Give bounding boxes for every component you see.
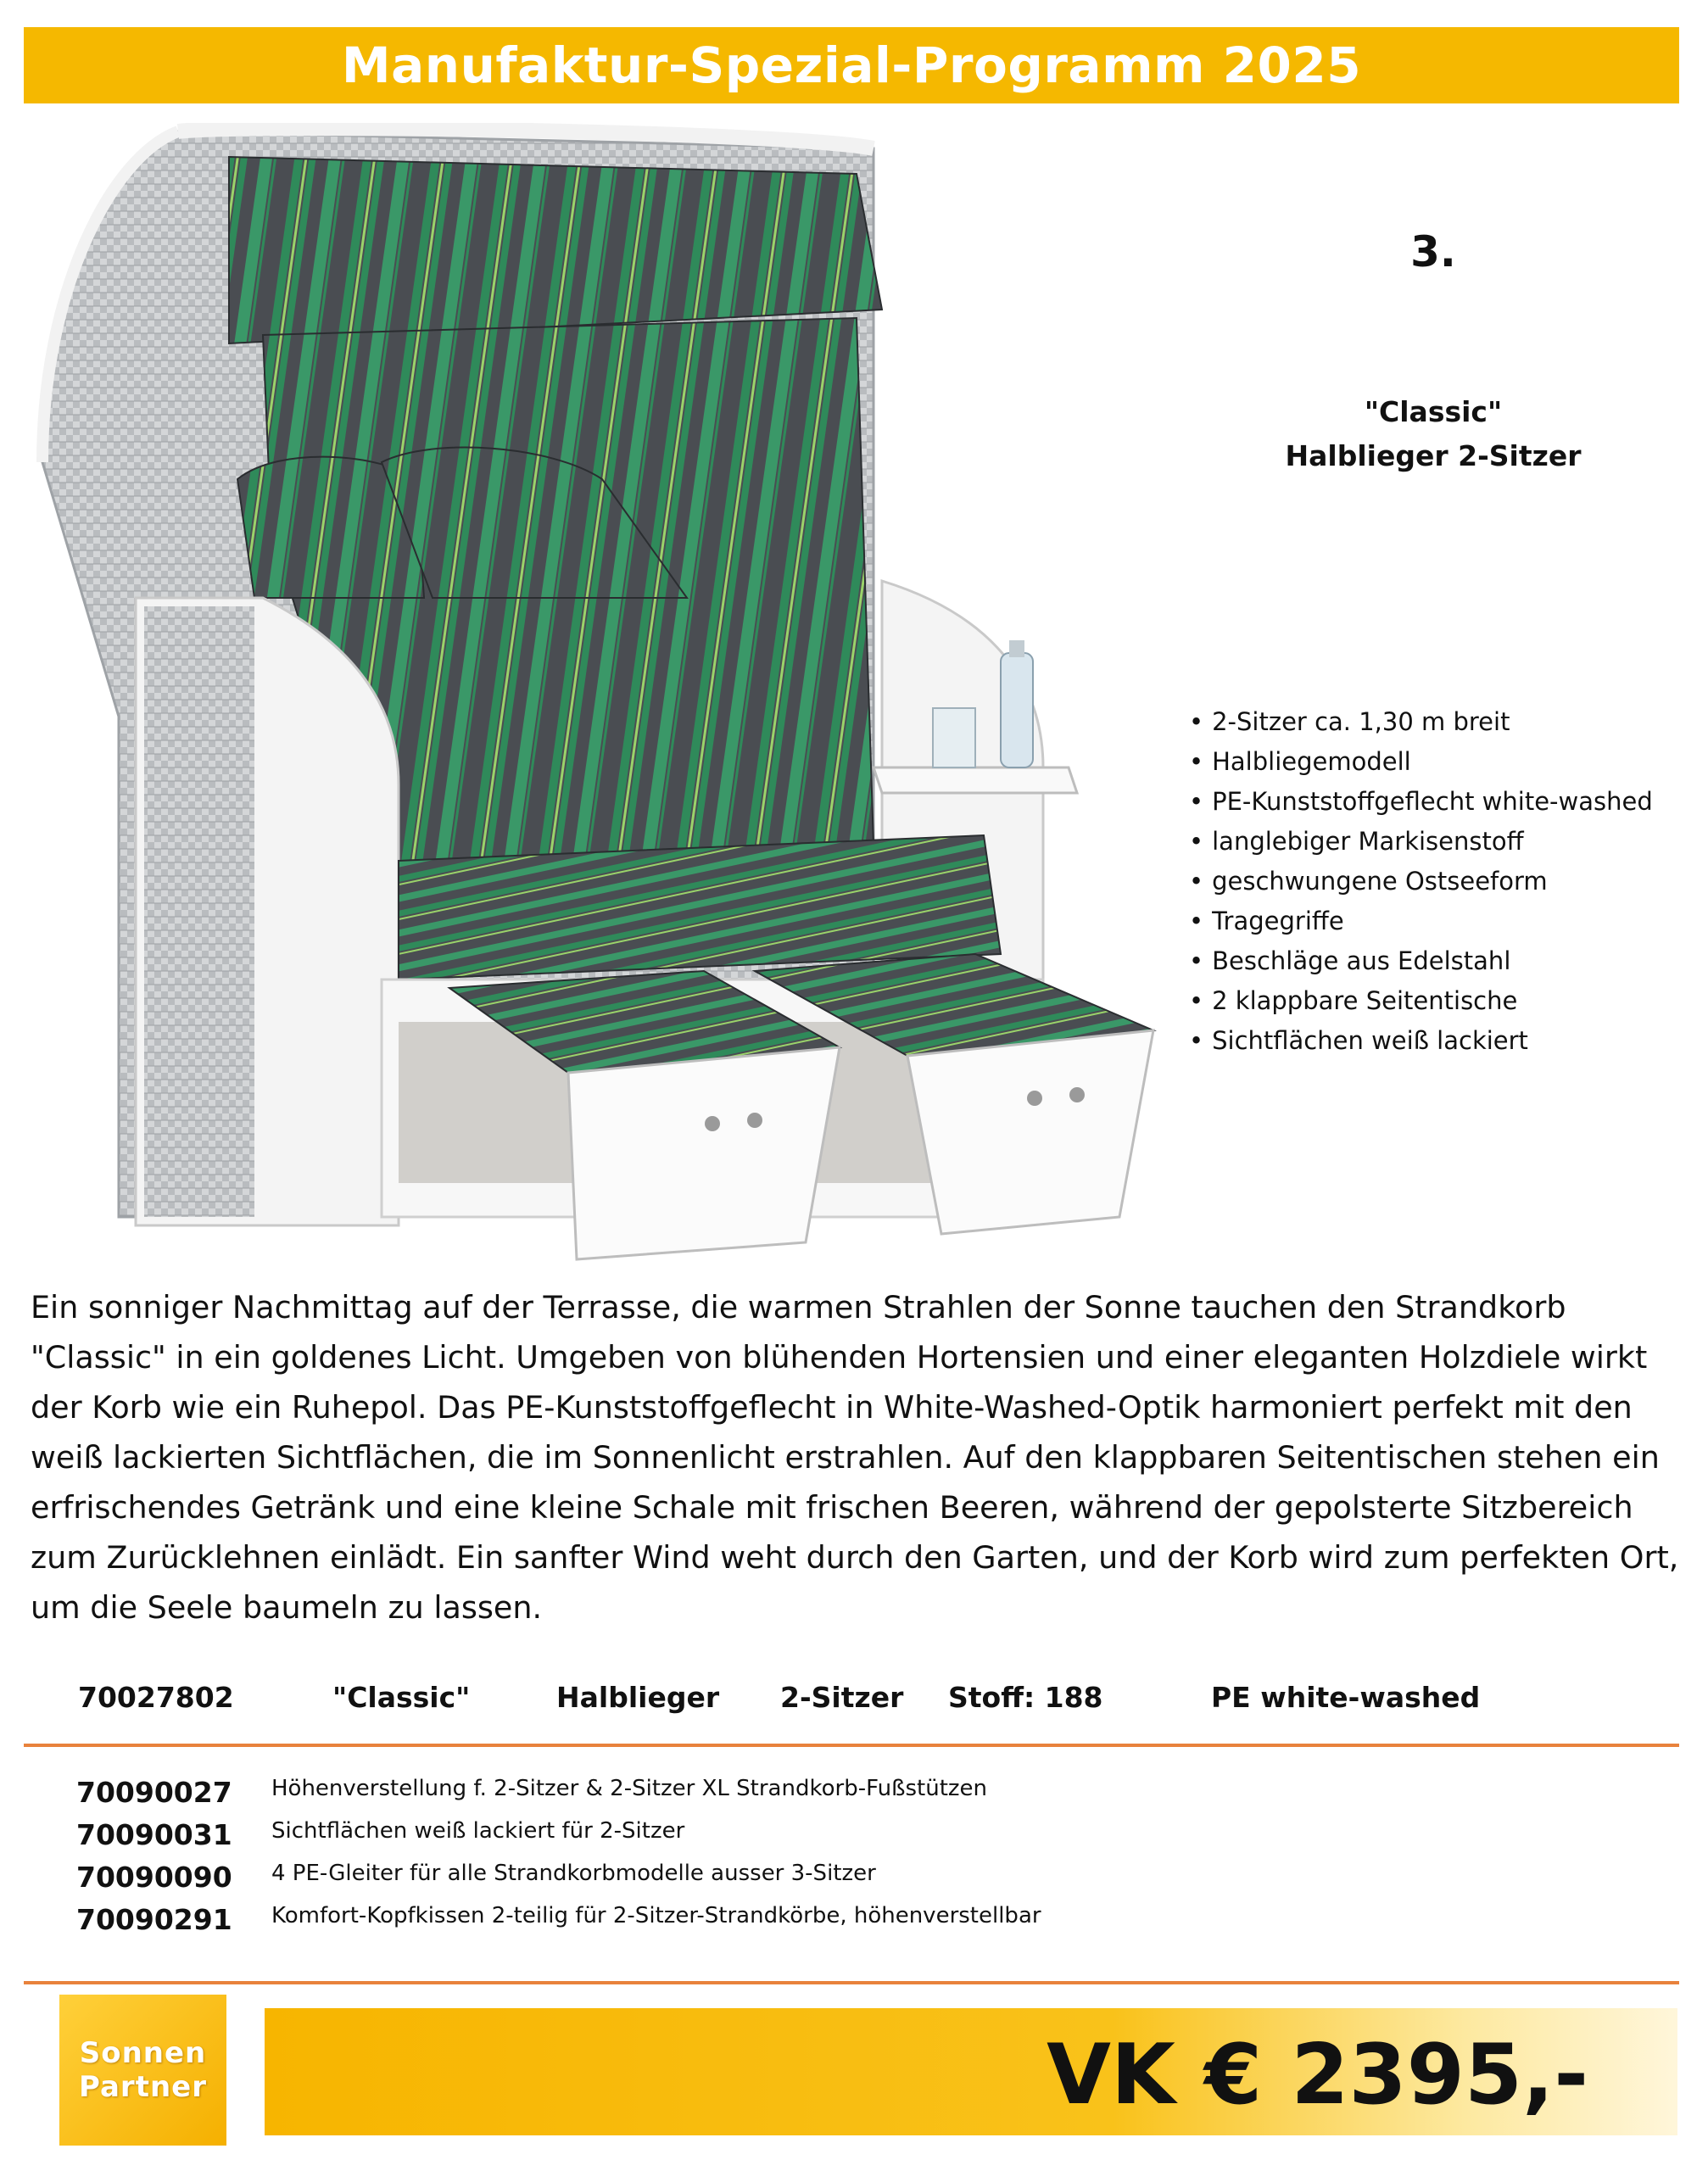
accessory-description: Sichtflächen weiß lackiert für 2-Sitzer <box>271 1818 685 1844</box>
main-article-row <box>25 1681 1679 1723</box>
sonnenpartner-logo <box>59 1995 226 2146</box>
divider-top <box>24 1744 1679 1747</box>
article-type: Halblieger <box>556 1681 720 1714</box>
page-title: Manufaktur-Spezial-Programm 2025 <box>341 36 1362 94</box>
accessory-row <box>25 1811 1679 1854</box>
article-code: 70027802 <box>78 1681 234 1714</box>
accessory-row <box>25 1896 1679 1939</box>
article-seats: 2-Sitzer <box>780 1681 904 1714</box>
article-model: "Classic" <box>332 1681 471 1714</box>
feature-item: • PE-Kunststoffgeflecht white-washed <box>1189 782 1681 822</box>
price-bar <box>265 2008 1677 2135</box>
article-material: PE white-washed <box>1211 1681 1481 1714</box>
feature-item: • Sichtflächen weiß lackiert <box>1189 1021 1681 1061</box>
accessory-list <box>25 1769 1679 1939</box>
accessory-code: 70090027 <box>76 1776 232 1809</box>
divider-bottom <box>24 1981 1679 1984</box>
article-fabric: Stoff: 188 <box>948 1681 1103 1714</box>
accessory-description: 4 PE-Gleiter für alle Strandkorbmodelle ausser 3-Sitzer <box>271 1861 876 1886</box>
accessory-description: Komfort-Kopfkissen 2-teilig für 2-Sitzer-Strandkörbe, höhenverstellbar <box>271 1903 1041 1928</box>
product-name-line1: "Classic" <box>1364 395 1503 428</box>
feature-item: • 2 klappbare Seitentische <box>1189 981 1681 1021</box>
header-bar <box>24 27 1679 103</box>
logo-line1: Sonnen <box>79 2036 207 2070</box>
product-description: Ein sonniger Nachmittag auf der Terrasse, die warmen Strahlen der Sonne tauchen den Strandkorb "Classic" in ein goldenes Licht. Umgeben von blühenden Hortensien und einer eleganten Holzdiele wirkt der Korb wie ein Ruhepol. Das PE-Kunststoffgeflecht in White-Washed-Optik harmoniert perfekt mit den weiß lackierten Sichtflächen, die im Sonnenlicht erstrahlen. Auf den klappbaren Seitentischen stehen ein erfrischendes Getränk und eine kleine Schale mit frischen Beeren, während der gepolsterte Sitzbereich zum Zurücklehnen einlädt. Ein sanfter Wind weht durch den Garten, und der Korb wird zum perfekten Ort, um die Seele baumeln zu lassen. <box>31 1289 1679 1626</box>
feature-item: • 2-Sitzer ca. 1,30 m breit <box>1189 702 1681 742</box>
logo-line2: Partner <box>78 2070 207 2104</box>
product-name-line2: Halblieger 2-Sitzer <box>1285 439 1582 472</box>
accessory-row <box>25 1854 1679 1896</box>
product-number: 3. <box>1410 227 1456 276</box>
beach-chair-photo <box>25 123 1187 1276</box>
accessory-code: 70090090 <box>76 1861 232 1894</box>
accessory-description: Höhenverstellung f. 2-Sitzer & 2-Sitzer XL Strandkorb-Fußstützen <box>271 1776 988 1801</box>
feature-item: • geschwungene Ostseeform <box>1189 862 1681 901</box>
feature-item: • Beschläge aus Edelstahl <box>1189 941 1681 981</box>
feature-list <box>1189 702 1681 1061</box>
feature-item: • Tragegriffe <box>1189 901 1681 941</box>
accessory-code: 70090031 <box>76 1818 232 1851</box>
product-name <box>1221 390 1645 478</box>
feature-item: • Halbliegemodell <box>1189 742 1681 782</box>
accessory-row <box>25 1769 1679 1811</box>
accessory-code: 70090291 <box>76 1903 232 1936</box>
feature-item: • langlebiger Markisenstoff <box>1189 822 1681 862</box>
price-label: VK € 2395,- <box>1047 2027 1588 2124</box>
